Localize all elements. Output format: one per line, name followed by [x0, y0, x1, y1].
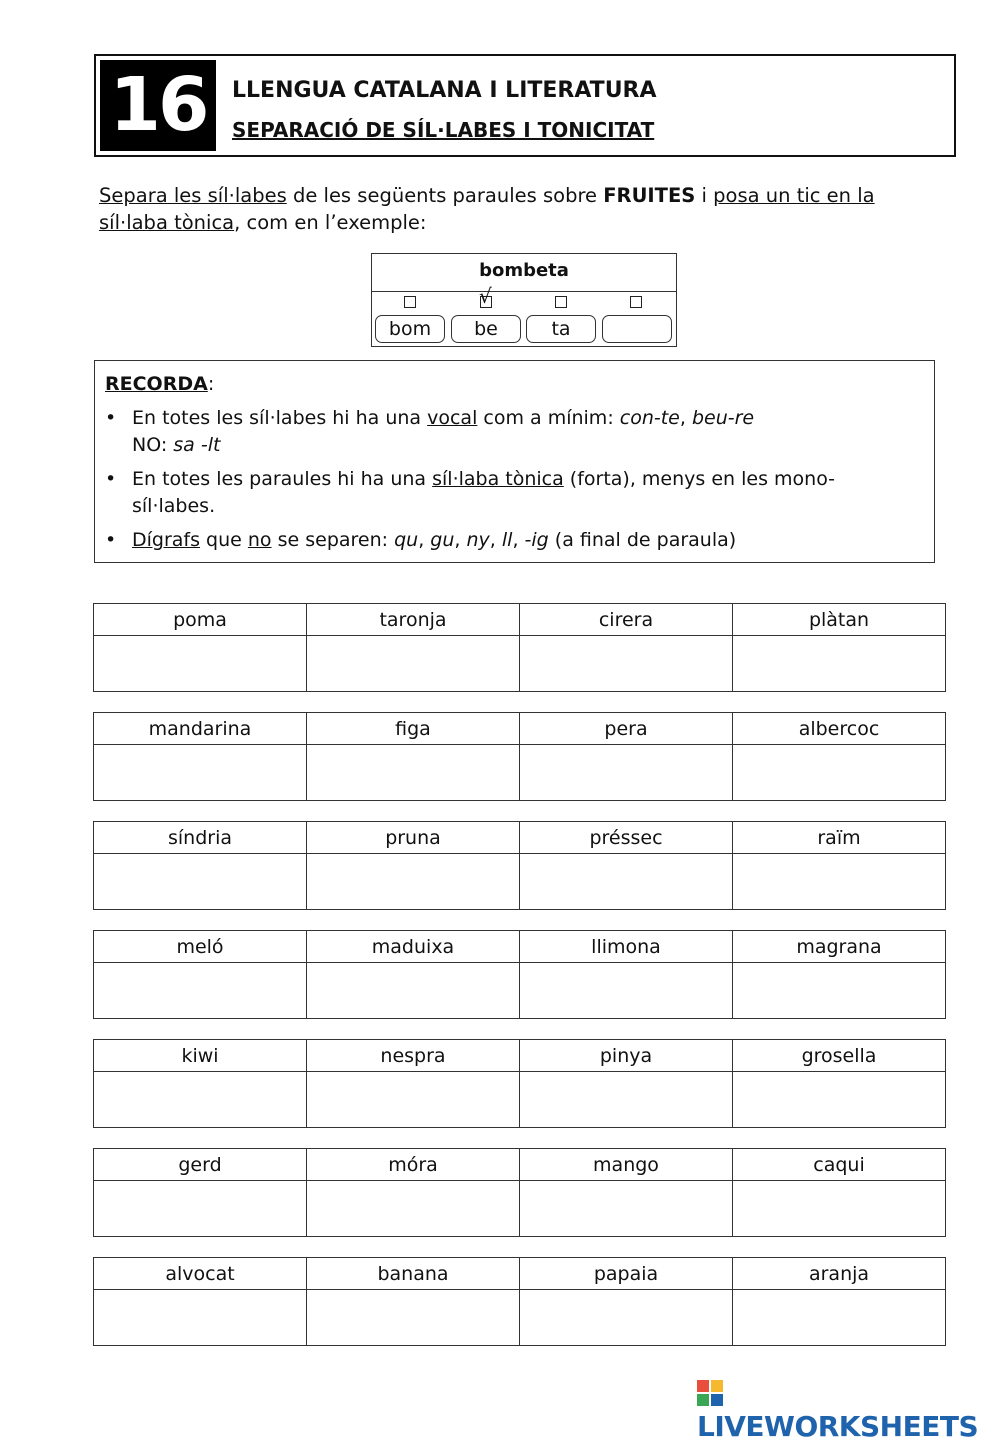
word-cell: caqui: [733, 1149, 946, 1181]
liveworksheets-logo: [697, 1377, 1000, 1443]
word-table-3: [93, 821, 946, 910]
word-cell: meló: [94, 931, 307, 963]
instr-underlined-5: posa un tic en la síl·laba tònica: [99, 184, 875, 234]
answer-cell[interactable]: [307, 854, 520, 910]
rule1-example1: con-te: [619, 407, 680, 429]
answer-cell[interactable]: [733, 854, 946, 910]
instr-bold-fruites: FRUITES: [603, 184, 696, 207]
rule2-tonica: síl·laba tònica: [432, 468, 564, 490]
word-row: [94, 1040, 946, 1072]
instr-text-6: , com en l’exemple:: [234, 211, 427, 234]
rule1-example2: beu-re: [691, 407, 755, 429]
recorda-title: [105, 373, 214, 395]
logo-blocks-icon: [697, 1380, 723, 1406]
answer-cell[interactable]: [94, 1072, 307, 1128]
word-cell: magrana: [733, 931, 946, 963]
answer-cell[interactable]: [520, 1290, 733, 1346]
rule3-text: que: [200, 529, 248, 551]
answer-cell[interactable]: [94, 745, 307, 801]
answer-row: [94, 1181, 946, 1237]
word-cell: gerd: [94, 1149, 307, 1181]
rule3-sep: ,: [489, 529, 502, 551]
word-cell: banana: [307, 1258, 520, 1290]
answer-cell[interactable]: [94, 963, 307, 1019]
answer-cell[interactable]: [307, 1181, 520, 1237]
word-row: [94, 604, 946, 636]
word-cell: kiwi: [94, 1040, 307, 1072]
answer-cell[interactable]: [307, 1290, 520, 1346]
rule1-no-label: NO:: [132, 434, 174, 456]
rule3-ny: ny: [466, 529, 490, 551]
logo-text: LIVEWORKSHEETS: [697, 1410, 979, 1443]
rule1-vocal: vocal: [427, 407, 478, 429]
word-cell: mango: [520, 1149, 733, 1181]
word-table-5: [93, 1039, 946, 1128]
answer-cell[interactable]: [94, 854, 307, 910]
word-cell: alvocat: [94, 1258, 307, 1290]
word-cell: papaia: [520, 1258, 733, 1290]
answer-cell[interactable]: [94, 1290, 307, 1346]
answer-row: [94, 1290, 946, 1346]
word-cell: figa: [307, 713, 520, 745]
answer-cell[interactable]: [520, 1072, 733, 1128]
rule3-digrafs: Dígrafs: [132, 529, 201, 551]
word-cell: taronja: [307, 604, 520, 636]
rule3-ll: ll: [501, 529, 513, 551]
word-row: [94, 713, 946, 745]
subject-title: LLENGUA CATALANA I LITERATURA: [232, 78, 657, 103]
answer-cell[interactable]: [733, 636, 946, 692]
instr-text-4: i: [695, 184, 714, 207]
word-cell: móra: [307, 1149, 520, 1181]
word-cell: cirera: [520, 604, 733, 636]
answer-row: [94, 1072, 946, 1128]
word-cell: pera: [520, 713, 733, 745]
word-cell: plàtan: [733, 604, 946, 636]
recorda-colon: :: [207, 373, 215, 395]
word-row: [94, 1258, 946, 1290]
example-checkbox-4[interactable]: [630, 296, 642, 308]
example-box: [371, 253, 677, 347]
answer-cell[interactable]: [520, 963, 733, 1019]
example-checkbox-3[interactable]: [555, 296, 567, 308]
word-cell: pinya: [520, 1040, 733, 1072]
word-cell: maduixa: [307, 931, 520, 963]
answer-cell[interactable]: [520, 636, 733, 692]
word-table-2: [93, 712, 946, 801]
example-word: bombeta: [372, 254, 676, 292]
rule3-sep: ,: [418, 529, 431, 551]
answer-cell[interactable]: [733, 1290, 946, 1346]
rule-1: [132, 405, 892, 459]
answer-row: [94, 745, 946, 801]
rule3-gu: gu: [430, 529, 455, 551]
recorda-box: [94, 360, 935, 563]
answer-cell[interactable]: [94, 1181, 307, 1237]
recorda-label: RECORDA: [105, 373, 208, 395]
word-cell: síndria: [94, 822, 307, 854]
answer-cell[interactable]: [94, 636, 307, 692]
word-table-4: [93, 930, 946, 1019]
rule3-text2: se separen:: [271, 529, 395, 551]
check-tick-icon: √: [479, 284, 492, 308]
word-row: [94, 1149, 946, 1181]
answer-cell[interactable]: [733, 1072, 946, 1128]
rule2-text2: (forta), menys en les mono-síl·labes.: [132, 468, 836, 517]
rule1-text2: com a mínim:: [477, 407, 620, 429]
answer-cell[interactable]: [307, 963, 520, 1019]
answer-cell[interactable]: [733, 1181, 946, 1237]
unit-number: 16: [100, 60, 216, 151]
example-syllable-4: [602, 315, 672, 343]
rule2-text: En totes les paraules hi ha una: [132, 468, 433, 490]
answer-cell[interactable]: [733, 745, 946, 801]
word-cell: poma: [94, 604, 307, 636]
word-table-6: [93, 1148, 946, 1237]
word-cell: albercoc: [733, 713, 946, 745]
instr-text-2: de les següents paraules sobre: [286, 184, 604, 207]
answer-row: [94, 854, 946, 910]
rule-3: [132, 527, 892, 554]
answer-row: [94, 963, 946, 1019]
rule1-no-example: sa -lt: [173, 434, 221, 456]
example-syllable-2: be: [451, 315, 521, 343]
instr-underlined-1: Separa les síl·labes: [99, 184, 287, 207]
word-cell: aranja: [733, 1258, 946, 1290]
word-table-1: [93, 603, 946, 692]
rule3-qu: qu: [394, 529, 419, 551]
rule-2: [132, 466, 892, 520]
rule3-sep: ,: [454, 529, 467, 551]
answer-cell[interactable]: [733, 963, 946, 1019]
instructions: [99, 182, 919, 236]
word-cell: mandarina: [94, 713, 307, 745]
rule1-sep: ,: [679, 407, 692, 429]
answer-cell[interactable]: [520, 854, 733, 910]
answer-cell[interactable]: [520, 1181, 733, 1237]
word-cell: nespra: [307, 1040, 520, 1072]
bullet-2: •: [105, 468, 117, 490]
word-cell: pruna: [307, 822, 520, 854]
word-row: [94, 822, 946, 854]
rule3-ig: -ig: [524, 529, 549, 551]
rule1-text: En totes les síl·labes hi ha una: [132, 407, 428, 429]
example-checkbox-1[interactable]: [404, 296, 416, 308]
word-row: [94, 931, 946, 963]
rule3-text3: (a final de paraula): [548, 529, 737, 551]
answer-cell[interactable]: [307, 745, 520, 801]
answer-row: [94, 636, 946, 692]
bullet-1: •: [105, 407, 117, 429]
answer-cell[interactable]: [307, 636, 520, 692]
rule3-sep: ,: [512, 529, 525, 551]
word-cell: llimona: [520, 931, 733, 963]
example-syllable-1: bom: [375, 315, 445, 343]
bullet-3: •: [105, 529, 117, 551]
worksheet-header: [94, 54, 956, 157]
word-cell: préssec: [520, 822, 733, 854]
rule3-no: no: [247, 529, 272, 551]
word-cell: grosella: [733, 1040, 946, 1072]
word-cell: raïm: [733, 822, 946, 854]
topic-title: SEPARACIÓ DE SÍL·LABES I TONICITAT: [232, 118, 655, 142]
word-table-7: [93, 1257, 946, 1346]
answer-cell[interactable]: [307, 1072, 520, 1128]
example-syllable-3: ta: [526, 315, 596, 343]
answer-cell[interactable]: [520, 745, 733, 801]
